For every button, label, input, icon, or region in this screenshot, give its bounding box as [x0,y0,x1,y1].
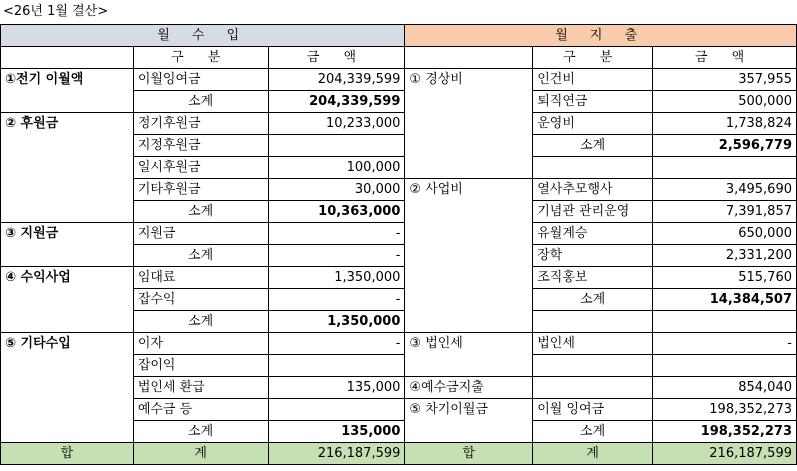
income-item[interactable]: 잡수익 [133,289,268,311]
income-item[interactable]: 잡이익 [133,355,268,377]
expense-subtotal-label[interactable]: 소계 [533,289,653,311]
income-subtotal-label[interactable]: 소계 [133,311,268,333]
table-row [1,245,797,267]
income-amount[interactable] [268,135,405,157]
income-total-label-b[interactable]: 계 [133,443,268,465]
expense-col-category[interactable]: 구 분 [533,47,653,69]
income-amount[interactable]: - [268,289,405,311]
expense-subtotal-label[interactable]: 소계 [533,135,653,157]
income-category[interactable] [1,245,134,267]
income-category[interactable] [1,91,134,113]
income-subtotal-label[interactable]: 소계 [133,421,268,443]
expense-amount[interactable] [653,355,797,377]
table-row [1,399,797,421]
expense-item[interactable]: 법인세 [533,333,653,355]
expense-item[interactable]: 이월 잉여금 [533,399,653,421]
expense-amount[interactable]: 854,040 [653,377,797,399]
income-item[interactable]: 이자 [133,333,268,355]
income-amount[interactable] [268,355,405,377]
expense-amount[interactable]: 14,384,507 [653,289,797,311]
expense-amount[interactable] [653,311,797,333]
income-amount[interactable]: 204,339,599 [268,91,405,113]
expense-item[interactable]: 장학 [533,245,653,267]
income-amount[interactable]: 135,000 [268,421,405,443]
income-subtotal-label[interactable]: 소계 [133,91,268,113]
income-category[interactable]: ①전기 이월액 [1,69,134,91]
sheet-title: <26년 1월 결산> [3,4,109,19]
table-row [1,223,797,245]
income-amount[interactable]: 1,350,000 [268,267,405,289]
expense-col-amount[interactable]: 금 액 [653,47,797,69]
table-row [1,267,797,289]
expense-category[interactable]: ③ 법인세 [405,333,533,355]
expense-item[interactable]: 열사추모행사 [533,179,653,201]
income-category[interactable] [1,289,134,311]
table-row [1,91,797,113]
income-item[interactable]: 예수금 등 [133,399,268,421]
income-amount[interactable]: 1,350,000 [268,311,405,333]
expense-category[interactable]: ① 경상비 [405,69,533,91]
table-row [1,333,797,355]
income-category[interactable]: ④ 수익사업 [1,267,134,289]
expense-category[interactable] [405,289,533,311]
table-row [1,355,797,377]
expense-category[interactable]: ② 사업비 [405,179,533,201]
total-row [1,443,797,465]
income-item[interactable]: 임대료 [133,267,268,289]
table-row [1,311,797,333]
expense-amount[interactable]: 7,391,857 [653,201,797,223]
table-row [1,377,797,399]
income-item[interactable]: 법인세 환급 [133,377,268,399]
income-category[interactable] [1,399,134,421]
income-category[interactable] [1,311,134,333]
income-category[interactable]: ③ 지원금 [1,223,134,245]
expense-item[interactable]: 유월계승 [533,223,653,245]
income-item[interactable]: 일시후원금 [133,157,268,179]
expense-category-cell[interactable] [405,47,533,69]
income-category[interactable]: ② 후원금 [1,113,134,135]
column-header-row [1,47,797,69]
expense-category[interactable] [405,245,533,267]
expense-amount[interactable]: 198,352,273 [653,399,797,421]
expense-category[interactable]: ④예수금지출 [405,377,533,399]
expense-amount[interactable]: 357,955 [653,69,797,91]
expense-category[interactable] [405,201,533,223]
expense-category[interactable]: ⑤ 차기이월금 [405,399,533,421]
income-category[interactable]: ⑤ 기타수입 [1,333,134,355]
expense-category[interactable] [405,355,533,377]
income-col-category[interactable]: 구 분 [133,47,268,69]
income-amount[interactable]: 135,000 [268,377,405,399]
expense-category[interactable] [405,267,533,289]
expense-amount[interactable] [653,157,797,179]
table-row [1,179,797,201]
expense-amount[interactable]: 3,495,690 [653,179,797,201]
expense-amount[interactable]: 500,000 [653,91,797,113]
income-item[interactable]: 지원금 [133,223,268,245]
income-item[interactable]: 지정후원금 [133,135,268,157]
expense-category[interactable] [405,223,533,245]
expense-category[interactable] [405,311,533,333]
income-amount[interactable]: - [268,223,405,245]
income-col-amount[interactable]: 금 액 [268,47,405,69]
expense-amount[interactable]: 1,738,824 [653,113,797,135]
table-row [1,421,797,443]
income-category-cell[interactable] [1,47,134,69]
table-row [1,157,797,179]
expense-category[interactable] [405,113,533,135]
income-category[interactable] [1,179,134,201]
expense-item[interactable]: 기념관 관리운영 [533,201,653,223]
expense-item[interactable] [533,157,653,179]
income-amount[interactable] [268,399,405,421]
table-row [1,201,797,223]
expense-category[interactable] [405,421,533,443]
expense-item[interactable]: 퇴직연금 [533,91,653,113]
section-header-row [1,25,797,47]
table-row [1,135,797,157]
income-total[interactable]: 216,187,599 [268,443,405,465]
income-category[interactable] [1,157,134,179]
expense-total[interactable]: 216,187,599 [653,443,797,465]
expense-category[interactable] [405,91,533,113]
expense-amount[interactable]: - [653,333,797,355]
income-category[interactable] [1,135,134,157]
expense-amount[interactable]: 515,760 [653,267,797,289]
income-subtotal-label[interactable]: 소계 [133,201,268,223]
expense-item[interactable] [533,355,653,377]
income-amount[interactable]: - [268,245,405,267]
expense-item[interactable] [533,311,653,333]
income-amount[interactable]: 10,233,000 [268,113,405,135]
table-row [1,69,797,91]
income-amount[interactable]: - [268,333,405,355]
income-amount[interactable]: 30,000 [268,179,405,201]
expense-subtotal-label[interactable]: 소계 [533,421,653,443]
income-subtotal-label[interactable]: 소계 [133,245,268,267]
income-item[interactable]: 이월잉여금 [133,69,268,91]
expense-total-label-a[interactable]: 합 [405,443,533,465]
expense-item[interactable]: 조직홍보 [533,267,653,289]
income-amount[interactable]: 100,000 [268,157,405,179]
income-item[interactable]: 정기후원금 [133,113,268,135]
expense-total-label-b[interactable]: 계 [533,443,653,465]
income-category[interactable] [1,421,134,443]
expense-category[interactable] [405,157,533,179]
expense-item[interactable]: 운영비 [533,113,653,135]
settlement-table [0,24,797,465]
expense-item[interactable] [533,377,653,399]
table-row [1,113,797,135]
income-header[interactable]: 월 수 입 [1,25,405,47]
income-total-label-a[interactable]: 합 [1,443,134,465]
income-amount[interactable]: 10,363,000 [268,201,405,223]
income-category[interactable] [1,201,134,223]
income-category[interactable] [1,377,134,399]
expense-amount[interactable]: 2,596,779 [653,135,797,157]
table-row [1,289,797,311]
expense-item[interactable]: 인건비 [533,69,653,91]
income-item[interactable]: 기타후원금 [133,179,268,201]
expense-amount[interactable]: 198,352,273 [653,421,797,443]
expense-category[interactable] [405,135,533,157]
income-amount[interactable]: 204,339,599 [268,69,405,91]
income-category[interactable] [1,355,134,377]
expense-amount[interactable]: 650,000 [653,223,797,245]
expense-header[interactable]: 월 지 출 [405,25,797,47]
expense-amount[interactable]: 2,331,200 [653,245,797,267]
